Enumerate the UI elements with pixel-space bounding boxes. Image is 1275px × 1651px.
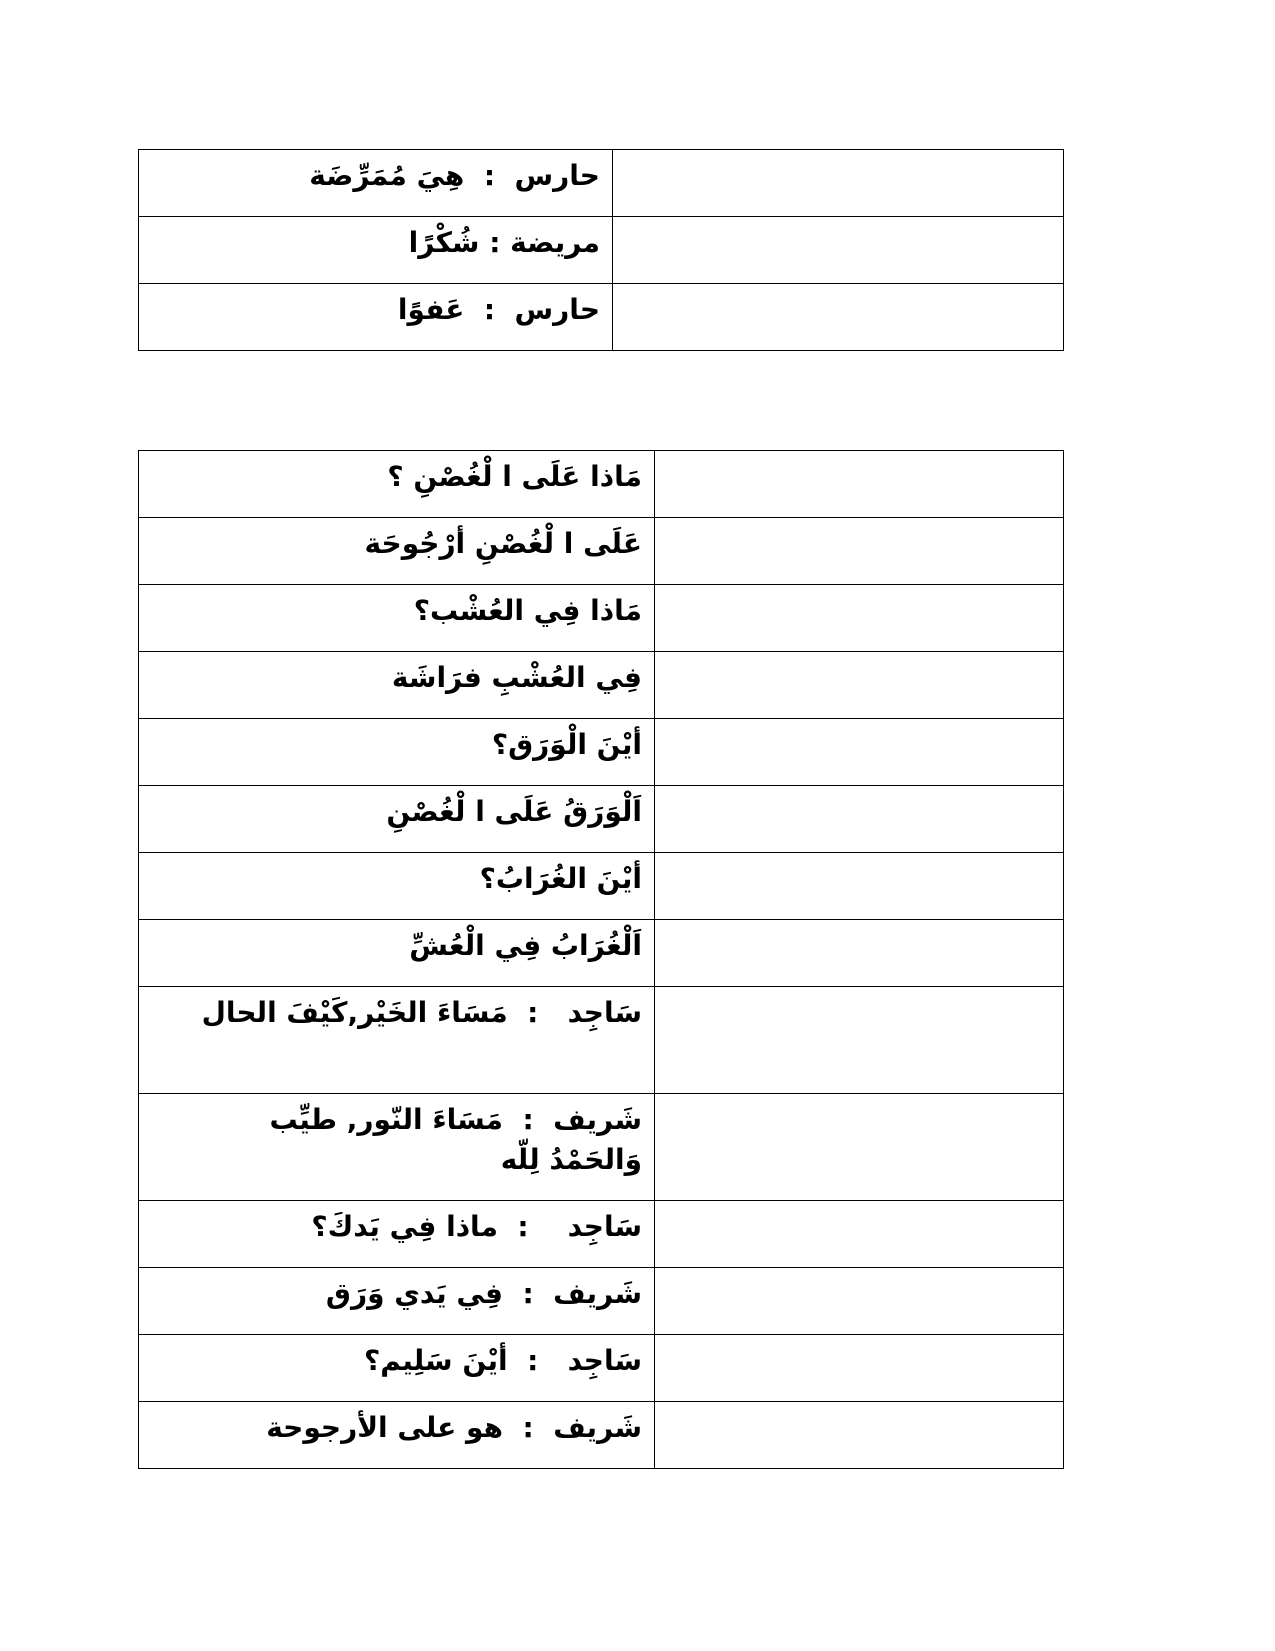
table-cell-empty [655,920,1064,987]
table-row [139,1201,1064,1268]
table-cell-empty [613,217,1064,284]
table-cell-text: سَاجِد : ماذا فِي يَدكَ؟ [139,1201,655,1268]
table-row [139,652,1064,719]
table-row [139,1402,1064,1469]
table-cell-empty [655,1335,1064,1402]
dialogue-table-2 [138,450,1064,1469]
table-cell-text: شَريف : فِي يَدي وَرَق [139,1268,655,1335]
table-cell-empty [613,150,1064,217]
table-cell-text: فِي العُشْبِ فرَاشَة [139,652,655,719]
table-row [139,719,1064,786]
table-row [139,1335,1064,1402]
dialogue-table-1 [138,149,1064,351]
table-cell-text: أيْنَ الغُرَابُ؟ [139,853,655,920]
table-cell-empty [655,652,1064,719]
table-cell-text: عَلَى ا لْغُصْنِ أرْجُوحَة [139,518,655,585]
table-row [139,451,1064,518]
table-cell-text: حارس : عَفوًا [139,284,613,351]
table-cell-text: اَلْغُرَابُ فِي الْعُشِّ [139,920,655,987]
table-cell-empty [655,451,1064,518]
table-cell-text: مَاذا عَلَى ا لْغُصْنِ ؟ [139,451,655,518]
table-row [139,853,1064,920]
table-row [139,150,1064,217]
table-cell-empty [655,1201,1064,1268]
table-cell-text: أيْنَ الْوَرَق؟ [139,719,655,786]
table-row [139,284,1064,351]
table-row [139,1268,1064,1335]
table-cell-empty [655,1268,1064,1335]
table-cell-text: سَاجِد : أيْنَ سَلِيم؟ [139,1335,655,1402]
table-row [139,920,1064,987]
table-cell-empty [655,853,1064,920]
table-cell-empty [655,987,1064,1094]
table-cell-empty [655,719,1064,786]
table-cell-empty [655,518,1064,585]
table-cell-text: شَريف : مَسَاءَ النّور, طيِّب وَالحَمْدُ لِلّه [139,1094,655,1201]
table-row [139,786,1064,853]
table-cell-text: سَاجِد : مَسَاءَ الخَيْر,كَيْفَ الحال [139,987,655,1094]
table-row [139,518,1064,585]
table-row [139,217,1064,284]
table-cell-text: حارس : هِيَ مُمَرِّضَة [139,150,613,217]
table-row [139,1094,1064,1201]
table-cell-text: مريضة : شُكْرًا [139,217,613,284]
table-cell-empty [655,1402,1064,1469]
table-row [139,987,1064,1094]
table-cell-text: مَاذا فِي العُشْب؟ [139,585,655,652]
table-cell-empty [655,585,1064,652]
table-cell-empty [613,284,1064,351]
table-cell-text: اَلْوَرَقُ عَلَى ا لْغُصْنِ [139,786,655,853]
table-row [139,585,1064,652]
table-cell-empty [655,1094,1064,1201]
table-cell-text: شَريف : هو على الأرجوحة [139,1402,655,1469]
table-cell-empty [655,786,1064,853]
